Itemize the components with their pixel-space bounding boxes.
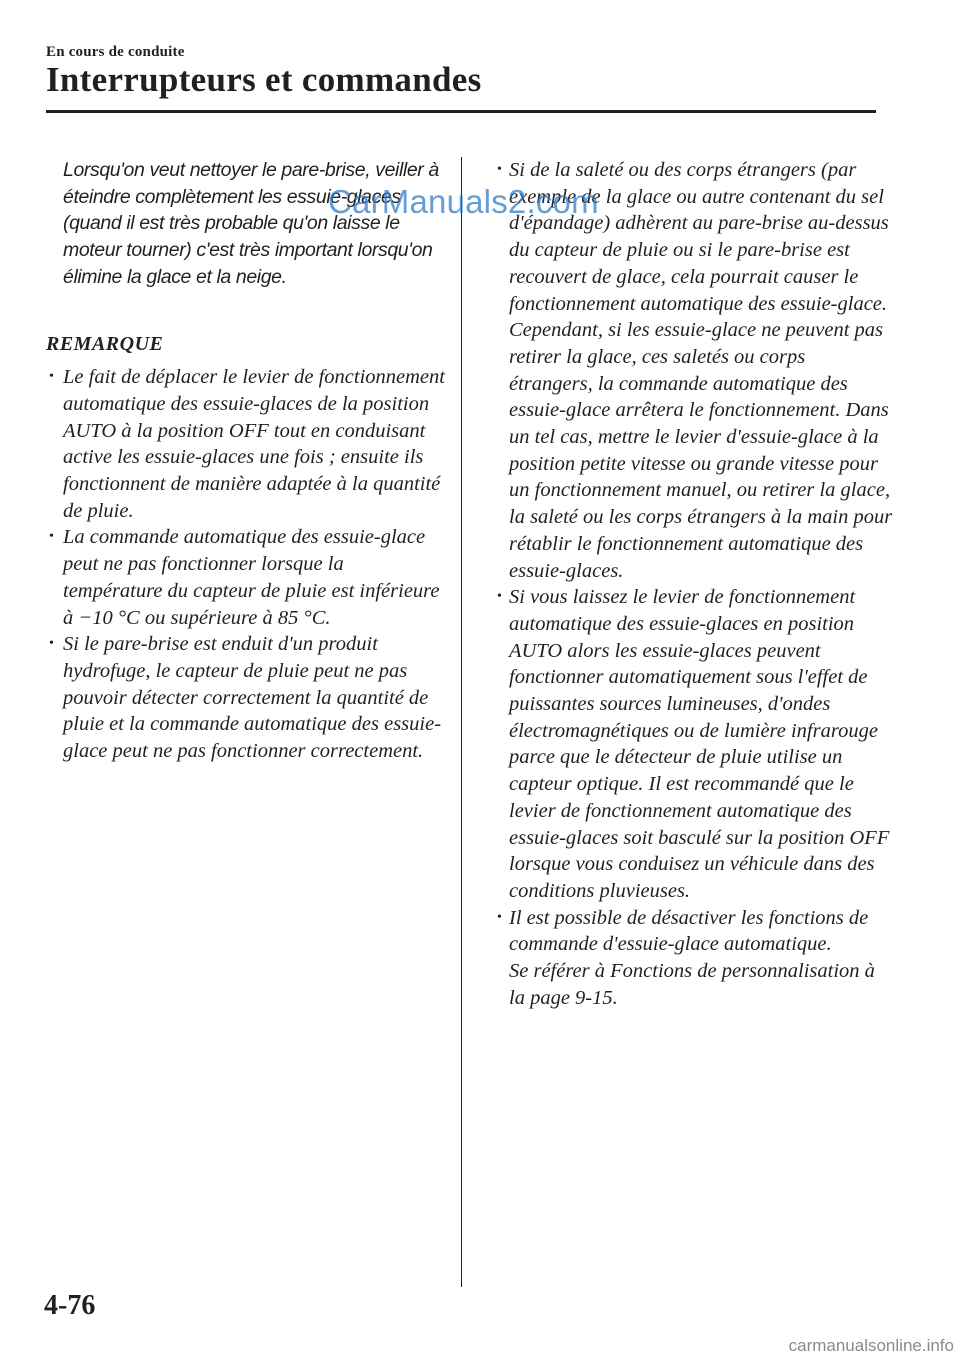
bullet-icon: •: [497, 162, 502, 177]
note-list: [46, 364, 446, 765]
list-item-text: Il est possible de désactiver les fonctions de commande d'essuie-glace automatique.: [509, 906, 869, 956]
note-list-continued: [494, 157, 894, 1012]
list-item-text: Si le pare-brise est enduit d'un produit hydrofuge, le capteur de pluie peut ne pas pouvoir détecter correctement la quantité de pluie et la commande automatique des essuie-glace peut ne pas fonctionner correctement.: [63, 633, 442, 763]
bullet-icon: •: [49, 529, 54, 545]
caution-text: Lorsqu'on veut nettoyer le pare-brise, veiller à éteindre complètement les essuie-glaces (quand il est très probable qu'on laisse le moteur tourner) c'est très important lorsqu'on élimine la glace et la neige.: [63, 159, 439, 288]
note-heading: REMARQUE: [46, 332, 164, 355]
bullet-icon: •: [49, 369, 54, 385]
page-title: Interrupteurs et commandes: [46, 60, 482, 99]
cross-reference-link[interactable]: Se référer à Fonctions de personnalisation à la page 9-15.: [509, 960, 875, 1009]
column-divider: [461, 157, 462, 1287]
list-item: [494, 157, 894, 584]
watermark-logo: CarManuals2.com: [328, 183, 599, 220]
list-item-text: La commande automatique des essuie-glace peut ne pas fonctionner lorsque la température du capteur de pluie est inférieure à −10 °C ou supérieure à 85 °C.: [63, 526, 440, 629]
list-item: [494, 905, 894, 1012]
list-item: [46, 631, 446, 765]
bullet-icon: •: [49, 636, 54, 652]
list-item: [46, 524, 446, 631]
list-item-text: Si vous laissez le levier de fonctionnement automatique des essuie-glaces en position AUTO alors les essuie-glaces peuvent fonctionner automatiquement sous l'effet de puissantes sources lumineuses, d'ondes électromagnétiques ou de lumière infrarouge parce que le détecteur de pluie utilise un capteur optique. Il est recommandé que le levier de fonctionnement automatique des essuie-glaces soit basculé sur la position OFF lorsque vous conduisez un véhicule dans des conditions pluvieuses.: [509, 586, 890, 902]
list-item: [46, 364, 446, 524]
bullet-icon: •: [497, 909, 502, 925]
list-item-text: Si de la saleté ou des corps étrangers (par exemple de la glace ou autre contenant du sel d'épandage) adhèrent au pare-brise au-dessus du capteur de pluie ou si le pare-brise est recouvert de glace, cela pourrait causer le fonctionnement automatique des essuie-glace. Cependant, si les essuie-glace ne peuvent pas retirer la glace, ces saletés ou corps étrangers, la commande automatique des essuie-glace arrêtera le fonctionnement. Dans un tel cas, mettre le levier d'essuie-glace à la position petite vitesse ou grande vitesse pour un fonctionnement manuel, ou retirer la glace, la saleté ou les corps étrangers à la main pour rétablir le fonctionnement automatique des essuie-glaces.: [509, 159, 893, 582]
header-rule: [46, 110, 876, 113]
left-column: [46, 157, 446, 765]
footer-site-link[interactable]: carmanualsonline.info: [788, 1336, 954, 1355]
list-item-text: Le fait de déplacer le levier de fonctionnement automatique des essuie-glaces de la position AUTO à la position OFF tout en conduisant active les essuie-glaces une fois ; ensuite ils fonctionnent de manière adaptée à la quantité de pluie.: [63, 366, 445, 522]
list-item: [494, 584, 894, 904]
section-label: En cours de conduite: [46, 44, 185, 60]
page-number: 4-76: [44, 1290, 96, 1321]
bullet-icon: •: [497, 589, 502, 605]
right-column: [494, 157, 894, 1012]
